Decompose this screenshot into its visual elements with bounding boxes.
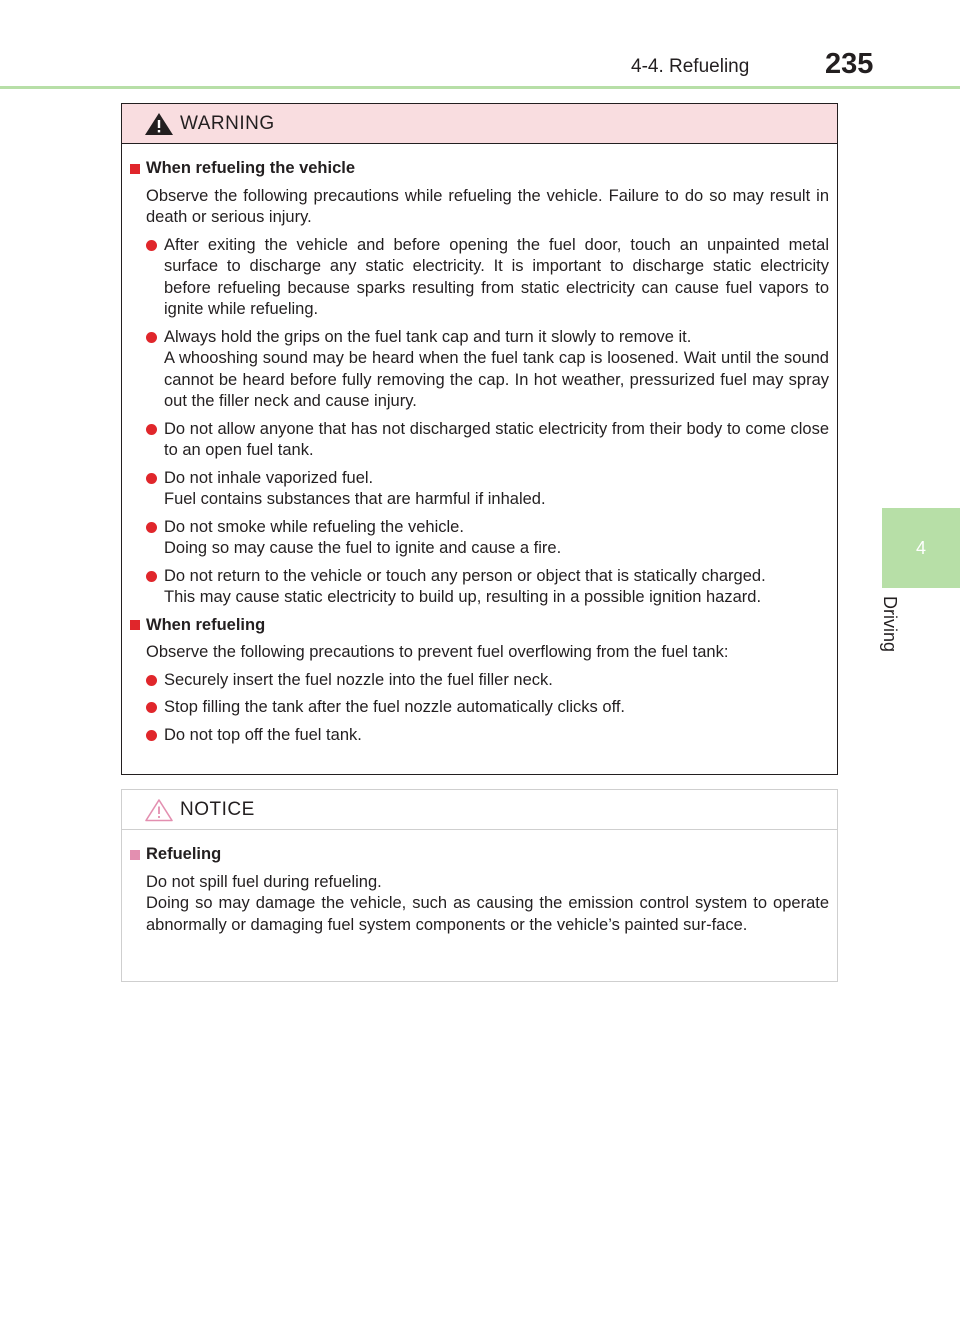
square-bullet-icon — [130, 164, 140, 174]
square-bullet-icon — [130, 620, 140, 630]
warning-intro: Observe the following precautions while refueling the vehicle. Failure to do so may result in death or serious injury. — [146, 186, 829, 226]
list-item — [130, 517, 829, 560]
warning-section-heading — [130, 615, 829, 637]
circle-bullet-icon — [146, 675, 157, 686]
bullet-line: Do not inhale vaporized fuel. — [164, 468, 374, 487]
bullet-line-detail: Fuel contains substances that are harmful if inhaled. — [164, 490, 546, 508]
circle-bullet-icon — [146, 730, 157, 741]
list-item — [130, 725, 829, 747]
bullet-line: Do not smoke while refueling the vehicle. — [164, 517, 464, 536]
section-title: 4-4. Refueling — [631, 56, 750, 77]
bullet-line: Do not allow anyone that has not discharged static electricity from their body to come close to an open fuel tank. — [164, 419, 829, 459]
warning-intro: Observe the following precautions to prevent fuel overflowing from the fuel tank: — [146, 643, 729, 661]
chapter-tab — [882, 508, 960, 588]
header-rule — [0, 86, 960, 89]
circle-bullet-icon — [146, 332, 157, 343]
warning-title: WARNING — [180, 112, 275, 134]
circle-bullet-icon — [146, 424, 157, 435]
bullet-line: Do not return to the vehicle or touch any person or object that is statically charged. — [164, 566, 766, 585]
circle-bullet-icon — [146, 240, 157, 251]
bullet-line-detail: Doing so may cause the fuel to ignite and cause a fire. — [164, 539, 562, 557]
bullet-line-detail: This may cause static electricity to build up, resulting in a possible ignition hazard. — [164, 588, 762, 606]
notice-line: Do not spill fuel during refueling. — [146, 872, 382, 891]
notice-text — [130, 872, 829, 937]
list-item — [130, 235, 829, 321]
notice-line-detail: Doing so may damage the vehicle, such as causing the emission control system to operate abnormally or damaging fuel system components or the vehicle’s painted sur-face. — [146, 894, 829, 934]
bullet-line: Securely insert the fuel nozzle into the fuel filler neck. — [164, 670, 553, 689]
notice-title: NOTICE — [180, 798, 255, 820]
caution-triangle-icon — [144, 798, 174, 822]
bullet-line-detail: A whooshing sound may be heard when the fuel tank cap is loosened. Wait until the sound cannot be heard before fully removing the cap. In hot weather, pressurized fuel may spray out the filler neck and cause injury. — [164, 349, 829, 410]
circle-bullet-icon — [146, 702, 157, 713]
chapter-number: 4 — [915, 537, 926, 558]
bullet-line: Stop filling the tank after the fuel nozzle automatically clicks off. — [164, 698, 626, 716]
warning-header — [122, 104, 837, 144]
circle-bullet-icon — [146, 522, 157, 533]
bullet-line: Always hold the grips on the fuel tank cap and turn it slowly to remove it. — [164, 327, 692, 346]
circle-bullet-icon — [146, 473, 157, 484]
notice-body — [122, 830, 837, 936]
page-number: 235 — [825, 48, 874, 80]
heading-text: When refueling — [146, 615, 266, 634]
list-item — [130, 697, 829, 719]
warning-triangle-icon — [144, 112, 174, 136]
warning-box — [121, 103, 838, 775]
list-item — [130, 327, 829, 413]
chapter-label-wrap — [880, 596, 956, 653]
list-item — [130, 468, 829, 511]
circle-bullet-icon — [146, 571, 157, 582]
chapter-title: Driving — [880, 596, 900, 653]
bullet-line: After exiting the vehicle and before opening the fuel door, touch an unpainted metal surface to discharge any static electricity. It is important to discharge static electricity before refueling because sparks resulting from static electricity can cause fuel vapors to ignite while refueling. — [164, 235, 829, 318]
heading-text: When refueling the vehicle — [146, 159, 356, 177]
notice-heading — [130, 844, 829, 866]
warning-section-heading — [130, 158, 829, 180]
list-item — [130, 419, 829, 462]
notice-box — [121, 789, 838, 982]
square-bullet-icon — [130, 850, 140, 860]
list-item — [130, 670, 829, 692]
warning-body — [122, 144, 837, 746]
heading-text: Refueling — [146, 845, 222, 863]
bullet-line: Do not top off the fuel tank. — [164, 725, 362, 744]
list-item — [130, 566, 829, 609]
notice-header — [122, 790, 837, 830]
